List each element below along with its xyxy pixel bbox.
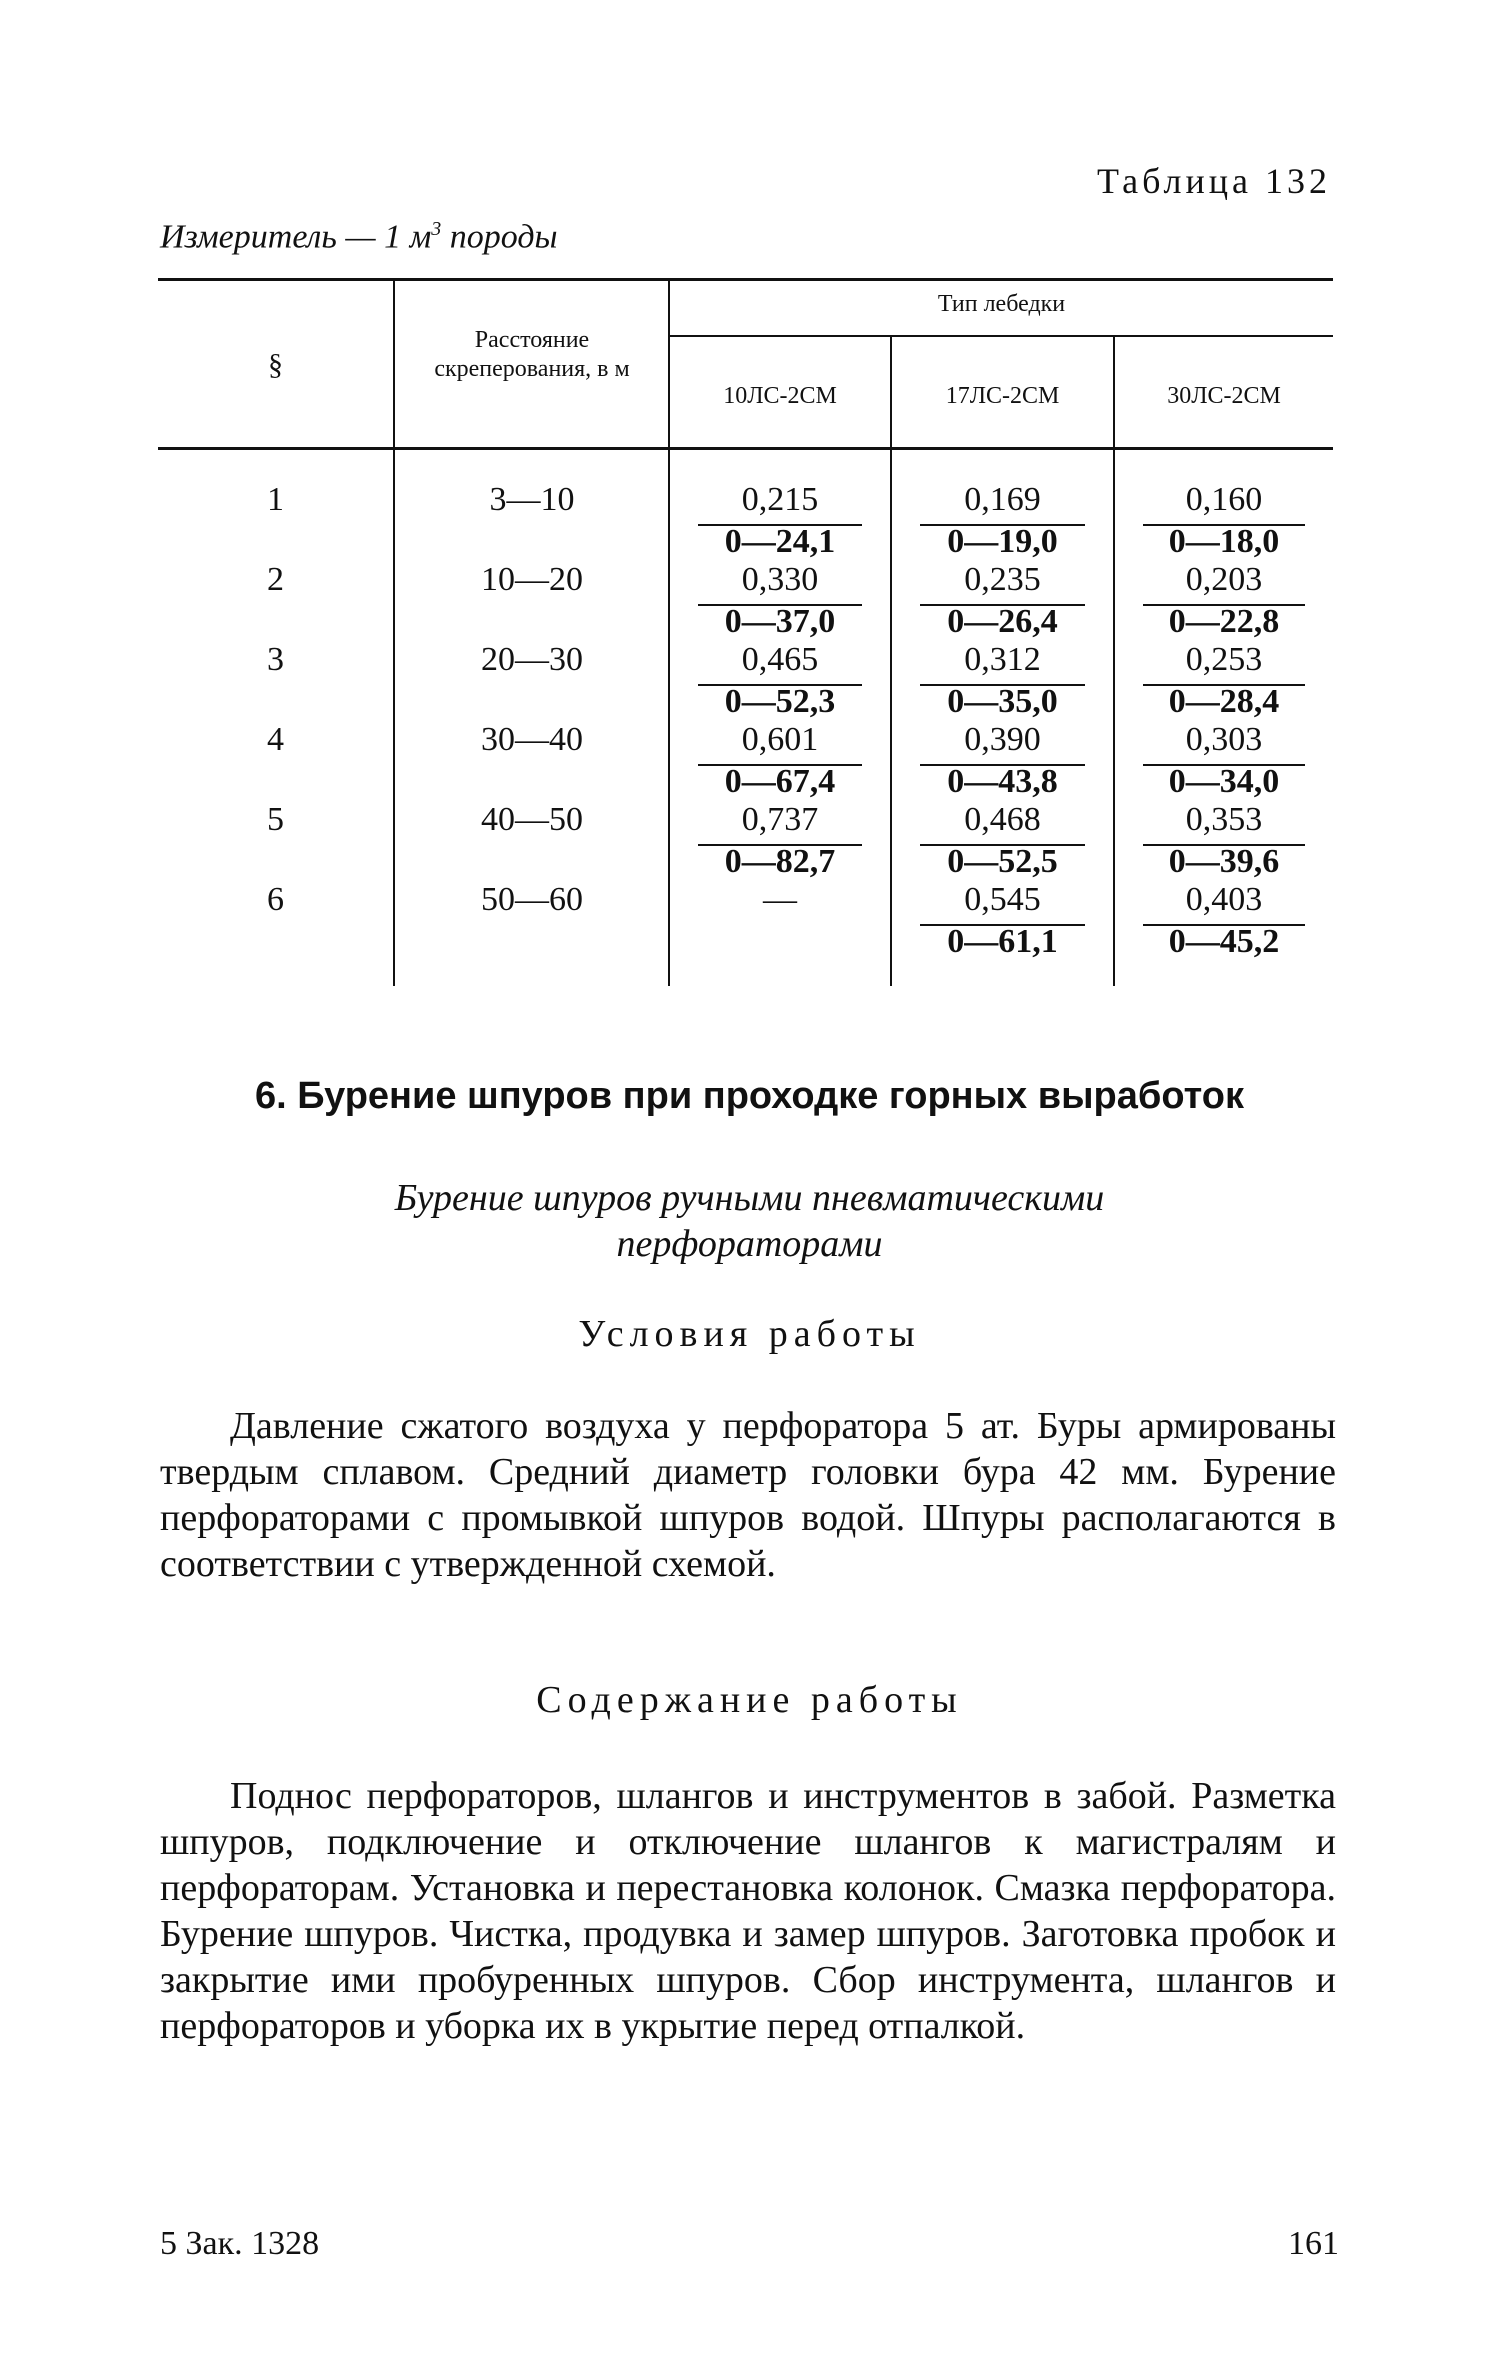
cell-top-value: 0,235 (964, 561, 1041, 598)
cell-bottom-value: 0—45,2 (1168, 923, 1280, 960)
header-section: § (268, 348, 283, 381)
cell-bottom-value: 0—28,4 (1168, 683, 1280, 720)
cell-top-value: — (763, 881, 797, 918)
cell-top-value: 0,601 (741, 721, 819, 758)
cell-top-value: 0,330 (741, 561, 819, 598)
measure-sup: 3 (431, 218, 442, 240)
cell-bottom-value: 0—82,7 (724, 843, 836, 880)
row-section: 3 (267, 641, 284, 678)
row-distance: 40—50 (481, 801, 583, 838)
cell-top-value: 0,169 (964, 481, 1041, 518)
col-divider-1 (393, 281, 395, 986)
header-winch-type: Тип лебедки (937, 291, 1066, 317)
cell-bottom-value: 0—22,8 (1168, 603, 1280, 640)
cell-bottom-value: 0—18,0 (1168, 523, 1280, 560)
conditions-heading: Условия работы (578, 1313, 921, 1355)
measure-suffix: породы (441, 218, 558, 256)
subsection-title (0, 1175, 1499, 1267)
cell-top-value: 0,215 (741, 481, 819, 518)
row-distance: 3—10 (489, 481, 575, 518)
cell-top-value: 0,737 (741, 801, 819, 838)
row-distance: 50—60 (481, 881, 583, 918)
cell-top-value: 0,465 (741, 641, 819, 678)
section-title: 6. Бурение шпуров при проходке горных выработок (255, 1075, 1244, 1117)
cell-top-value: 0,403 (1185, 881, 1263, 918)
cell-bottom-value: 0—43,8 (947, 763, 1058, 800)
cell-bottom-value: 0—52,3 (724, 683, 836, 720)
cell-bottom-value: 0—52,5 (947, 843, 1058, 880)
subsection-line-2: перфораторами (616, 1223, 883, 1265)
header-winch-3: 30ЛС-2СМ (1167, 383, 1281, 409)
printing-note: 5 Зак. 1328 (160, 2225, 320, 2262)
cell-top-value: 0,468 (964, 801, 1041, 838)
cell-top-value: 0,545 (964, 881, 1041, 918)
cell-bottom-value: 0—24,1 (724, 523, 836, 560)
cell-bottom-value: 0—67,4 (724, 763, 836, 800)
content-heading: Содержание работы (536, 1679, 963, 1721)
header-distance: Расстояние скреперования, в м (434, 327, 630, 382)
row-distance: 20—30 (481, 641, 583, 678)
row-distance: 10—20 (481, 561, 583, 598)
cell-top-value: 0,390 (964, 721, 1041, 758)
cell-top-value: 0,253 (1185, 641, 1263, 678)
measure-unit (160, 218, 558, 256)
row-section: 1 (267, 481, 284, 518)
cell-bottom-value: 0—35,0 (947, 683, 1058, 720)
header-bottom-rule (158, 447, 1333, 450)
conditions-paragraph: Давление сжатого воздуха у перфоратора 5 ат. Буры армированы твердым сплавом. Средний диаметр головки бура 42 мм. Бурение перфораторами с промывкой шпуров водой. Шпуры располагаются в соответствии с утвержденной схемой. (160, 1405, 1336, 1585)
cell-bottom-value: 0—39,6 (1168, 843, 1280, 880)
row-section: 4 (267, 721, 284, 758)
subsection-line-1: Бурение шпуров ручными пневматическими (394, 1177, 1105, 1219)
table-number: Таблица 132 (1097, 161, 1331, 201)
cell-bottom-value: 0—26,4 (947, 603, 1058, 640)
cell-top-value: 0,303 (1185, 721, 1263, 758)
row-section: 2 (267, 561, 284, 598)
measure-prefix: Измеритель — 1 м (160, 218, 432, 256)
row-section: 6 (267, 881, 284, 918)
cell-top-value: 0,353 (1185, 801, 1263, 838)
cell-top-value: 0,160 (1185, 481, 1263, 518)
cell-top-value: 0,203 (1185, 561, 1263, 598)
content-paragraph: Поднос перфораторов, шлангов и инструментов в забой. Разметка шпуров, подключение и отключение шлангов к магистралям и перфораторам. Установка и перестановка колонок. Смазка перфоратора. Бурение шпуров. Чистка, продувка и замер шпуров. Заготовка пробок и закрытие ими пробуренных шпуров. Сбор инструмента, шлангов и перфораторов и уборка их в укрытие перед отпалкой. (160, 1775, 1336, 2047)
row-section: 5 (267, 801, 284, 838)
header-winch-2: 17ЛС-2СМ (945, 383, 1060, 409)
cell-top-value: 0,312 (964, 641, 1041, 678)
page-number: 161 (1288, 2225, 1339, 2262)
table-top-rule (158, 278, 1333, 281)
row-distance: 30—40 (481, 721, 583, 758)
cell-bottom-value: 0—37,0 (724, 603, 836, 640)
winch-type-rule (668, 335, 1333, 337)
cell-bottom-value: 0—61,1 (947, 923, 1058, 960)
cell-bottom-value: 0—34,0 (1168, 763, 1280, 800)
cell-bottom-value: 0—19,0 (947, 523, 1058, 560)
header-winch-1: 10ЛС-2СМ (723, 383, 837, 409)
